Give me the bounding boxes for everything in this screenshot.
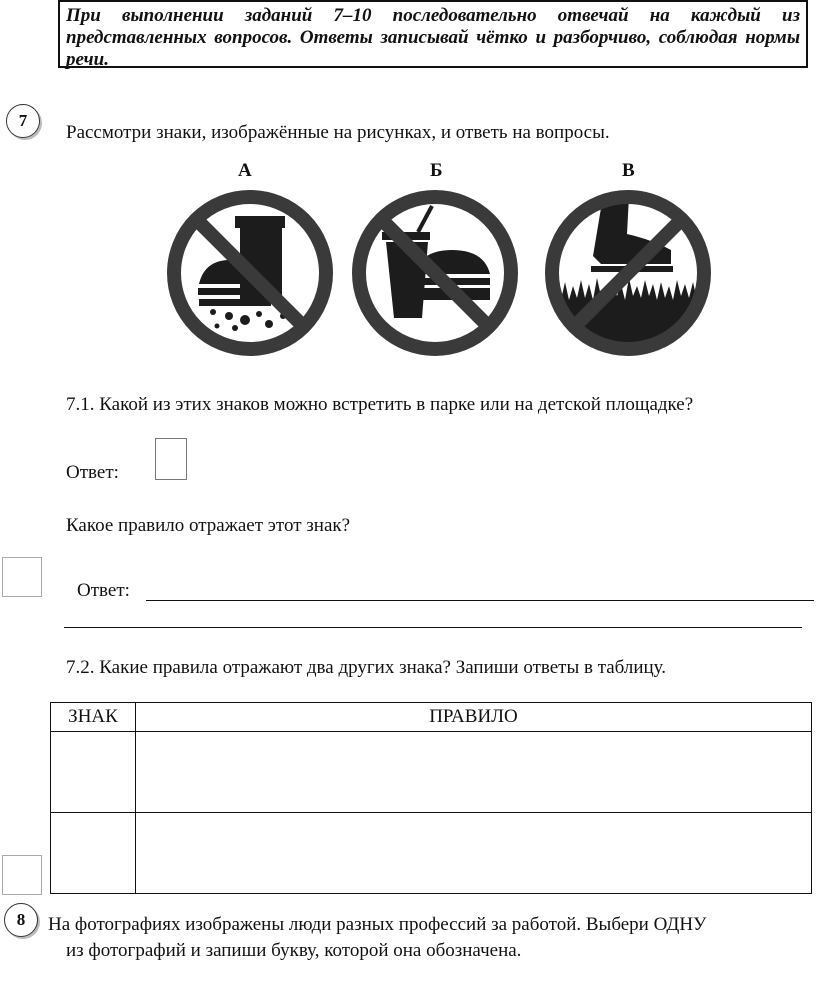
score-box-7-2[interactable] — [2, 855, 42, 895]
answer-line-2[interactable] — [64, 627, 802, 628]
task-number-badge — [4, 903, 38, 937]
answer-label: Ответ: — [66, 462, 119, 483]
task-8-line-1: На фотографиях изображены люди разных профессий за работой. Выбери ОДНУ — [48, 914, 707, 935]
question-7-1: 7.1. Какой из этих знаков можно встретить в парке или на детской площадке? — [66, 394, 694, 415]
answer-letter-box[interactable] — [155, 438, 187, 480]
score-box-7-1[interactable] — [2, 557, 42, 597]
table-cell-rule[interactable] — [136, 813, 812, 894]
task-8-line-2: из фотографий и запиши букву, которой она обозначена. — [66, 940, 522, 961]
no-walking-on-grass-sign-icon — [543, 188, 713, 358]
column-header-sign: ЗНАК — [51, 703, 136, 732]
no-food-drink-sign-icon — [350, 188, 520, 358]
table-cell-sign[interactable] — [51, 732, 136, 813]
sign-letter-b: Б — [430, 160, 443, 181]
no-littering-sign-icon — [165, 188, 335, 358]
instructions-text: При выполнении заданий 7–10 последовательно отвечай на каждый из представленных вопросов. Ответы записывай чётко и разборчиво, соблюдая нормы речи. — [66, 5, 800, 70]
answer-label-2: Ответ: — [77, 580, 130, 601]
sign-letter-a: А — [238, 160, 252, 181]
question-7-2: 7.2. Какие правила отражают два других знака? Запиши ответы в таблицу. — [66, 657, 667, 678]
sign-letter-v: В — [622, 160, 635, 181]
table-cell-sign[interactable] — [51, 813, 136, 894]
column-header-rule: ПРАВИЛО — [136, 703, 812, 732]
question-7-1b: Какое правило отражает этот знак? — [66, 515, 351, 536]
table-cell-rule[interactable] — [136, 732, 812, 813]
task-number: 7 — [18, 111, 28, 130]
answer-line-1[interactable] — [146, 600, 814, 601]
rules-table — [50, 702, 812, 894]
table-row — [51, 813, 812, 894]
table-row — [51, 732, 812, 813]
task-number-badge — [6, 104, 40, 138]
instructions-box — [58, 0, 808, 68]
task-number: 8 — [16, 910, 26, 929]
table-header-row — [51, 703, 812, 732]
task-prompt: Рассмотри знаки, изображённые на рисунках, и ответь на вопросы. — [66, 122, 610, 143]
